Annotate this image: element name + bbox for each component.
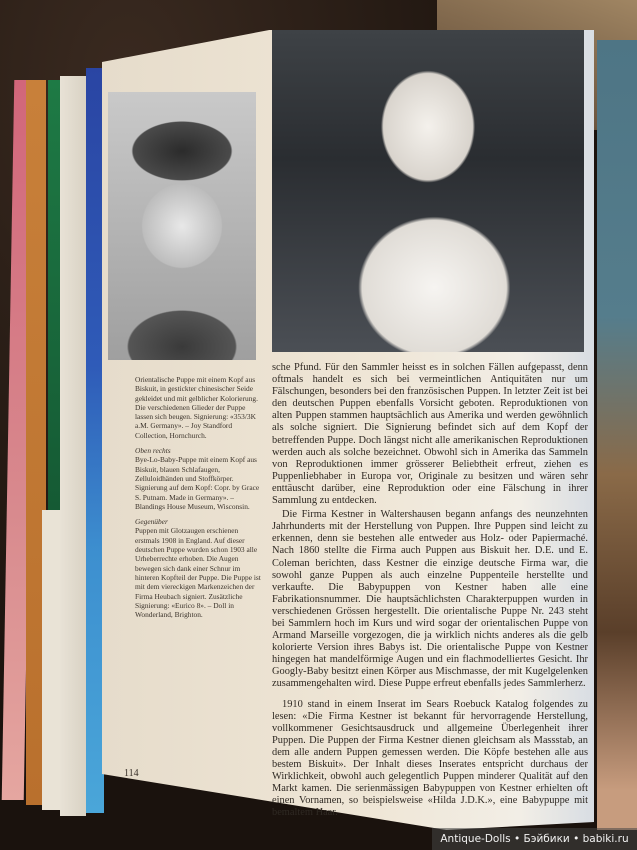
facing-page-photo-edge — [597, 40, 637, 830]
paragraph: sche Pfund. Für den Sammler heisst es in solchen Fällen aufgepasst, denn oftmals handelt es sich bei vermeintlichen Antiquitäten nur um Fälschungen, besonders bei den französischen Puppen. In letzter Zeit ist bei den deutschen Puppen ebenfalls Vorsicht geboten. Reproduktionen von alten Puppen stammen hauptsächlich aus Amerika und werden gewöhnlich als solche signiert. Die Signierung befindet sich auf dem Kopf der betreffenden Puppe. Doch längst nicht alle amerikanischen Reproduktionen werden auch als solche bezeichnet. Obwohl sich in Amerika das Sammeln von Reproduktionen immer grösserer Beliebtheit erfreut, ziehen es Puppenliebhaber in Europa vor, Originale zu besitzen und wären sehr enttäuscht darüber, eine Reproduktion oder eine Fälschung in ihrer Sammlung zu entdecken. — [272, 362, 588, 507]
book-edge-green — [48, 80, 60, 510]
book-page-stack — [60, 76, 86, 816]
book-edge-white — [42, 510, 60, 810]
caption-text: Puppen mit Glotzaugen erschienen erstmals 1908 in England. Auf dieser deutschen Puppe wurden schon 1903 alle Urheberrechte erhoben. Die Augen bewegen sich dank einer Schnur im hinteren Kopfteil der Puppe. Die Puppe ist mit dem viereckigen Markenzeichen der Firma Heubach signiert. Zusätzliche Signierung: «Eurico 8». – Doll in Wonderland, Brighton. — [135, 526, 261, 620]
caption-heading: Oben rechts — [135, 446, 171, 456]
body-text-column — [272, 362, 588, 819]
book-edge-blue — [86, 68, 104, 813]
bye-lo-baby-doll-photo — [272, 30, 584, 352]
page-number: 114 — [124, 768, 139, 779]
caption-heading: Gegenüber — [135, 517, 168, 527]
watermark: Antique-Dolls • Бэйбики • babiki.ru — [432, 828, 637, 850]
oriental-doll-photo — [108, 92, 256, 360]
paragraph: 1910 stand in einem Inserat im Sears Roebuck Katalog folgendes zu lesen: «Die Firma Kestner ist bekannt für hervorragende Herstellung, vollkommener Gesichtsausdruck und allgemeine Überlegenheit ihrer Puppen. Die Puppen der Firma Kestner dienen gleichsam als Massstab, an dem alle andern Puppen gemessen werden. Die Köpfe bestehen alle aus bestem Biskuit». Der Inhalt dieses Inserates entspricht durchaus der Wirklichkeit, obwohl auch gelegentlich Puppen minderer Qualität auf den Markt kamen. Die serienmässigen Babypuppen von Kestner erhielten oft einen Vornamen, so beispielsweise «Hilda J.D.K.», eine Babypuppe mit bemaltem Haar. — [272, 698, 588, 819]
caption-text: Orientalische Puppe mit einem Kopf aus Biskuit, in gestickter chinesischer Seide gekleidet und mit gelblicher Kolorierung. Die verschiedenen Glieder der Puppe lassen sich beugen. Signierung: «353/3K a.M. Germany». – Joy Standford Collection, Hornchurch. — [135, 375, 258, 440]
caption-text: Bye-Lo-Baby-Puppe mit einem Kopf aus Biskuit, blauen Schlafaugen, Zelluloidhänden und Stoffkörper. Signierung auf dem Kopf: Copr. by Grace S. Putnam. Made in Germany». – Blandings House Museum, Wisconsin. — [135, 455, 260, 511]
paragraph: Die Firma Kestner in Waltershausen begann anfangs des neunzehnten Jahrhunderts mit der Herstellung von Puppen. Ihre Puppen sind leicht zu erkennen, denn sie bestehen alle entweder aus Holz- oder Papiermaché. Nach 1860 stellte die Firma auch Puppen aus Biskuit her. D.E. und E. Coleman berichten, dass Kestner die einzige deutsche Firma war, die sowohl ganze Puppen als auch einzelne Puppenteile herstellte und verkaufte. Die Babypuppen von Kestner haben alle eine Fabrikationsnummer. Die hauptsächlichsten Charakterpuppen wurden in verschiedenen Grössen hergestellt. Die orientalische Puppe Nr. 243 steht bei Sammlern hoch im Kurs und wird sogar der orientalischen Puppe von Armand Marseille vorgezogen, die ja wirklich nichts anderes als die gelb kolorierte Version ihres Babys ist. Die orientalische Puppe von Kestner hingegen hat mandelförmige Augen und ein flachmodelliertes Gesicht. Ihr Googly-Baby besitzt einen Körper aus Mischmasse, der mit Kugelgelenken zusammengehalten wird. Diese Puppe erfreut ebenfalls jedes Sammlerherz. — [272, 509, 588, 690]
caption-oriental-doll — [135, 375, 261, 619]
